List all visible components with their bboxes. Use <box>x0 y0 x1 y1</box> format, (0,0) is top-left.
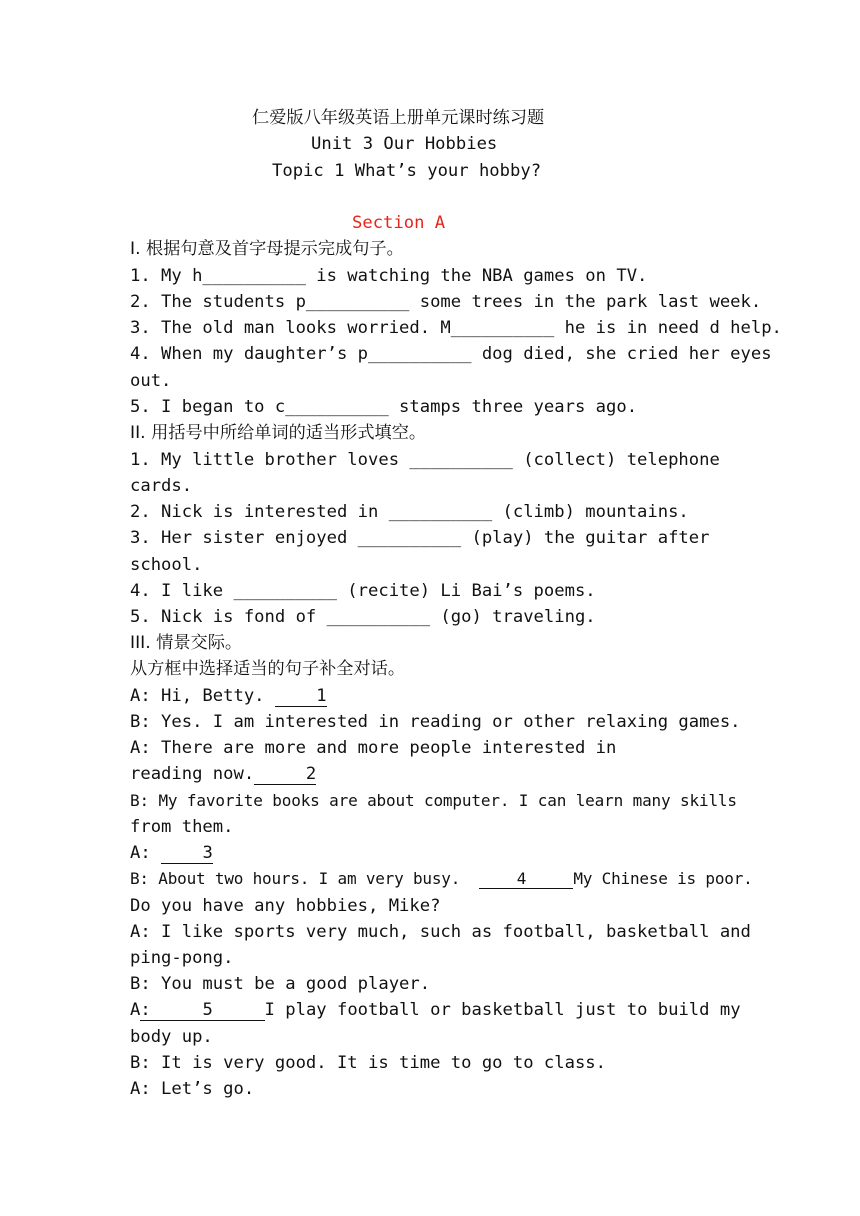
dialogue-line-11 <box>130 1000 741 1020</box>
part1-q4: 4. When my daughter’s p__________ dog died, she cried her eyes <box>130 344 772 364</box>
dialogue-line-4 <box>130 764 316 784</box>
dialogue-line-1 <box>130 686 327 706</box>
dialogue-text-tail: My Chinese is poor. <box>573 869 753 888</box>
blank-4: 4 <box>479 869 574 888</box>
part2-q2: 2. Nick is interested in __________ (climb) mountains. <box>130 502 689 522</box>
dialogue-line-10: B: You must be a good player. <box>130 974 431 994</box>
dialogue-text: A: <box>130 843 162 863</box>
part1-q4-cont: out. <box>130 371 172 391</box>
part1-q1: 1. My h__________ is watching the NBA games on TV. <box>130 266 648 286</box>
part1-q5: 5. I began to c__________ stamps three years ago. <box>130 397 638 417</box>
dialogue-line-13: A: Let’s go. <box>130 1079 255 1099</box>
part2-q4: 4. I like __________ (recite) Li Bai’s poems. <box>130 581 596 601</box>
part2-q3: 3. Her sister enjoyed __________ (play) the guitar after <box>130 528 710 548</box>
part2-heading: II. 用括号中所给单词的适当形式填空。 <box>130 423 427 443</box>
section-title: Section A <box>352 213 446 233</box>
part3-instruction: 从方框中选择适当的句子补全对话。 <box>130 659 406 679</box>
dialogue-line-5-cont: from them. <box>130 817 234 837</box>
dialogue-text: A: Hi, Betty. <box>130 686 275 706</box>
dialogue-line-7 <box>130 869 753 889</box>
dialogue-text-tail: I play football or basketball just to build my <box>264 1000 741 1020</box>
part2-q5: 5. Nick is fond of __________ (go) traveling. <box>130 607 596 627</box>
part2-q3-cont: school. <box>130 555 203 575</box>
part1-heading: I. 根据句意及首字母提示完成句子。 <box>130 239 404 259</box>
blank-1: 1 <box>274 686 327 706</box>
dialogue-text: B: About two hours. I am very busy. <box>130 869 480 888</box>
part2-q1-cont: cards. <box>130 476 193 496</box>
dialogue-line-9-cont: ping-pong. <box>130 948 234 968</box>
dialogue-line-12: B: It is very good. It is time to go to class. <box>130 1053 606 1073</box>
dialogue-line-2: B: Yes. I am interested in reading or other relaxing games. <box>130 712 741 732</box>
blank-5: : 5 <box>140 1000 265 1020</box>
document-title: 仁爱版八年级英语上册单元课时练习题 <box>252 108 545 128</box>
part1-q3: 3. The old man looks worried. M__________ he is in need d help. <box>130 318 782 338</box>
dialogue-line-11-cont: body up. <box>130 1027 213 1047</box>
blank-2: 2 <box>254 764 317 784</box>
part1-q2: 2. The students p__________ some trees in the park last week. <box>130 292 762 312</box>
blank-3: 3 <box>161 843 213 863</box>
dialogue-text: A <box>130 1000 141 1020</box>
part2-q1: 1. My little brother loves __________ (collect) telephone <box>130 450 720 470</box>
unit-title: Unit 3 Our Hobbies <box>311 134 498 154</box>
dialogue-line-9: A: I like sports very much, such as football, basketball and <box>130 922 751 942</box>
dialogue-line-3: A: There are more and more people interested in <box>130 738 617 758</box>
topic-title: Topic 1 What’s your hobby? <box>272 161 542 181</box>
part3-heading: III. 情景交际。 <box>130 633 243 653</box>
dialogue-text: reading now. <box>130 764 255 784</box>
dialogue-line-6 <box>130 843 213 863</box>
dialogue-line-5: B: My favorite books are about computer. I can learn many skills <box>130 791 737 810</box>
dialogue-line-8: Do you have any hobbies, Mike? <box>130 896 441 916</box>
